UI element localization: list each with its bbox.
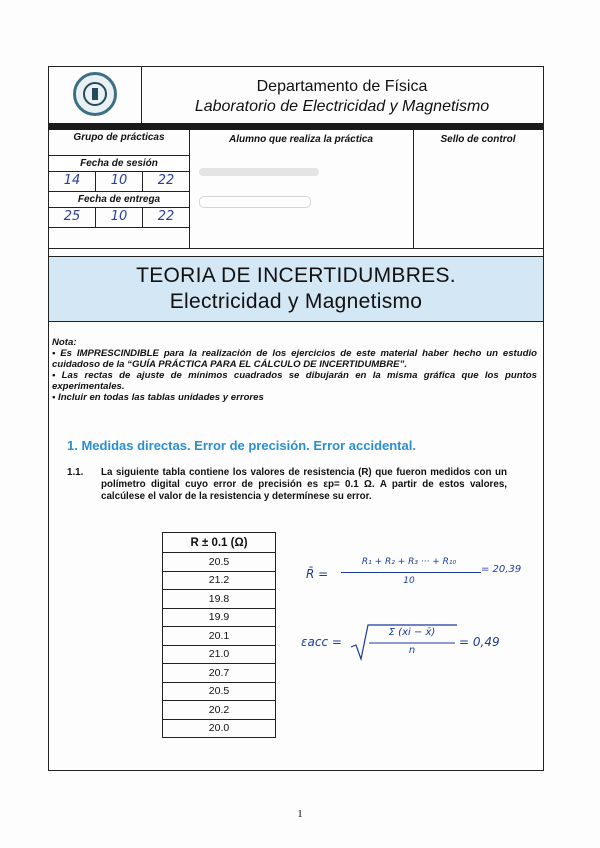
note-item: • Incluir en todas las tablas unidades y errores (52, 392, 264, 403)
page-number: 1 (297, 808, 303, 820)
table-row (163, 571, 276, 590)
redacted-name (199, 168, 319, 176)
stamp-column (413, 130, 543, 248)
table-row (163, 627, 276, 646)
question-text: La siguiente tabla contiene los valores de resistencia (R) que fueron medidos con un polímetro digital cuyo error de precisión es εp= 0.1 Ω. A partir de estos valores, calcúlese el valor de la resistencia y determínese su error. (101, 467, 507, 502)
table-row (163, 553, 276, 572)
session-year[interactable]: 22 (157, 173, 175, 188)
table-row (163, 664, 276, 683)
header (49, 67, 543, 124)
title-line2: Electricidad y Magnetismo (169, 290, 423, 313)
note-item: • Es IMPRESCINDIBLE para la realización de los ejercicios de este material haber hecho un estudio cuidadoso de la “GUÍA PRÁCTICA PARA EL CÁLCULO DE INCERTIDUMBRE”. (52, 348, 537, 370)
table-cell: 21.0 (163, 645, 276, 664)
table-cell: 21.2 (163, 571, 276, 590)
session-day[interactable]: 14 (49, 171, 96, 191)
table-row (163, 590, 276, 609)
group-label: Grupo de prácticas (49, 130, 189, 156)
table-cell: 20.0 (163, 719, 276, 738)
logo-cell (49, 67, 142, 123)
table-header: R ± 0.1 (Ω) (163, 533, 276, 553)
department-heading (141, 77, 543, 117)
table-row (163, 608, 276, 627)
student-column (189, 130, 414, 248)
question-number: 1.1. (67, 467, 84, 478)
header-divider (49, 123, 543, 130)
dates-column (49, 130, 190, 248)
mean-denominator: 10 (403, 576, 415, 586)
form-grid (49, 130, 543, 249)
title-line1: TEORIA DE INCERTIDUMBRES. (136, 264, 456, 287)
form-frame (48, 66, 544, 771)
table-row (163, 719, 276, 738)
section-title: 1. Medidas directas. Error de precisión. Error accidental. (67, 438, 416, 453)
question (67, 467, 507, 503)
department-name: Departamento de Física (256, 78, 428, 95)
resistance-table (162, 532, 276, 738)
eacc-denominator: n (408, 645, 416, 656)
mean-lhs: R̄ = (306, 567, 329, 581)
table-cell: 20.5 (163, 553, 276, 572)
table-cell: 20.5 (163, 682, 276, 701)
session-date[interactable] (49, 171, 189, 192)
lab-name: Laboratorio de Electricidad y Magnetismo (194, 98, 490, 115)
mean-numerator: R₁ + R₂ + R₃ ··· + R₁₀ (361, 557, 457, 567)
stamp-label: Sello de control (440, 134, 516, 145)
delivery-day[interactable]: 25 (49, 207, 96, 227)
eacc-lhs: εacc = (301, 635, 342, 649)
note-item: • Las rectas de ajuste de mínimos cuadrados se dibujarán en la misma gráfica que los puntos experimentales. (52, 370, 537, 392)
note-block (52, 337, 537, 403)
student-label: Alumno que realiza la práctica (229, 134, 373, 145)
table-cell: 20.1 (163, 627, 276, 646)
delivery-date-label: Fecha de entrega (49, 192, 189, 208)
note-heading: Nota: (52, 337, 77, 348)
eacc-result: = 0,49 (459, 635, 500, 649)
eacc-numerator: Σ (xi − x̄) (388, 627, 436, 638)
delivery-year[interactable]: 22 (157, 209, 175, 224)
table-row (163, 645, 276, 664)
redacted-name-2 (199, 196, 311, 208)
title-banner (49, 256, 543, 322)
delivery-date[interactable] (49, 207, 189, 228)
session-date-label: Fecha de sesión (49, 156, 189, 172)
session-month[interactable]: 10 (96, 171, 143, 191)
mean-fraction-bar (341, 572, 481, 573)
mean-result: = 20,39 (481, 564, 522, 575)
table-cell: 20.2 (163, 701, 276, 720)
table-row (163, 682, 276, 701)
university-logo-icon (73, 72, 117, 116)
delivery-month[interactable]: 10 (96, 207, 143, 227)
table-cell: 20.7 (163, 664, 276, 683)
table-row (163, 701, 276, 720)
table-cell: 19.8 (163, 590, 276, 609)
table-cell: 19.9 (163, 608, 276, 627)
